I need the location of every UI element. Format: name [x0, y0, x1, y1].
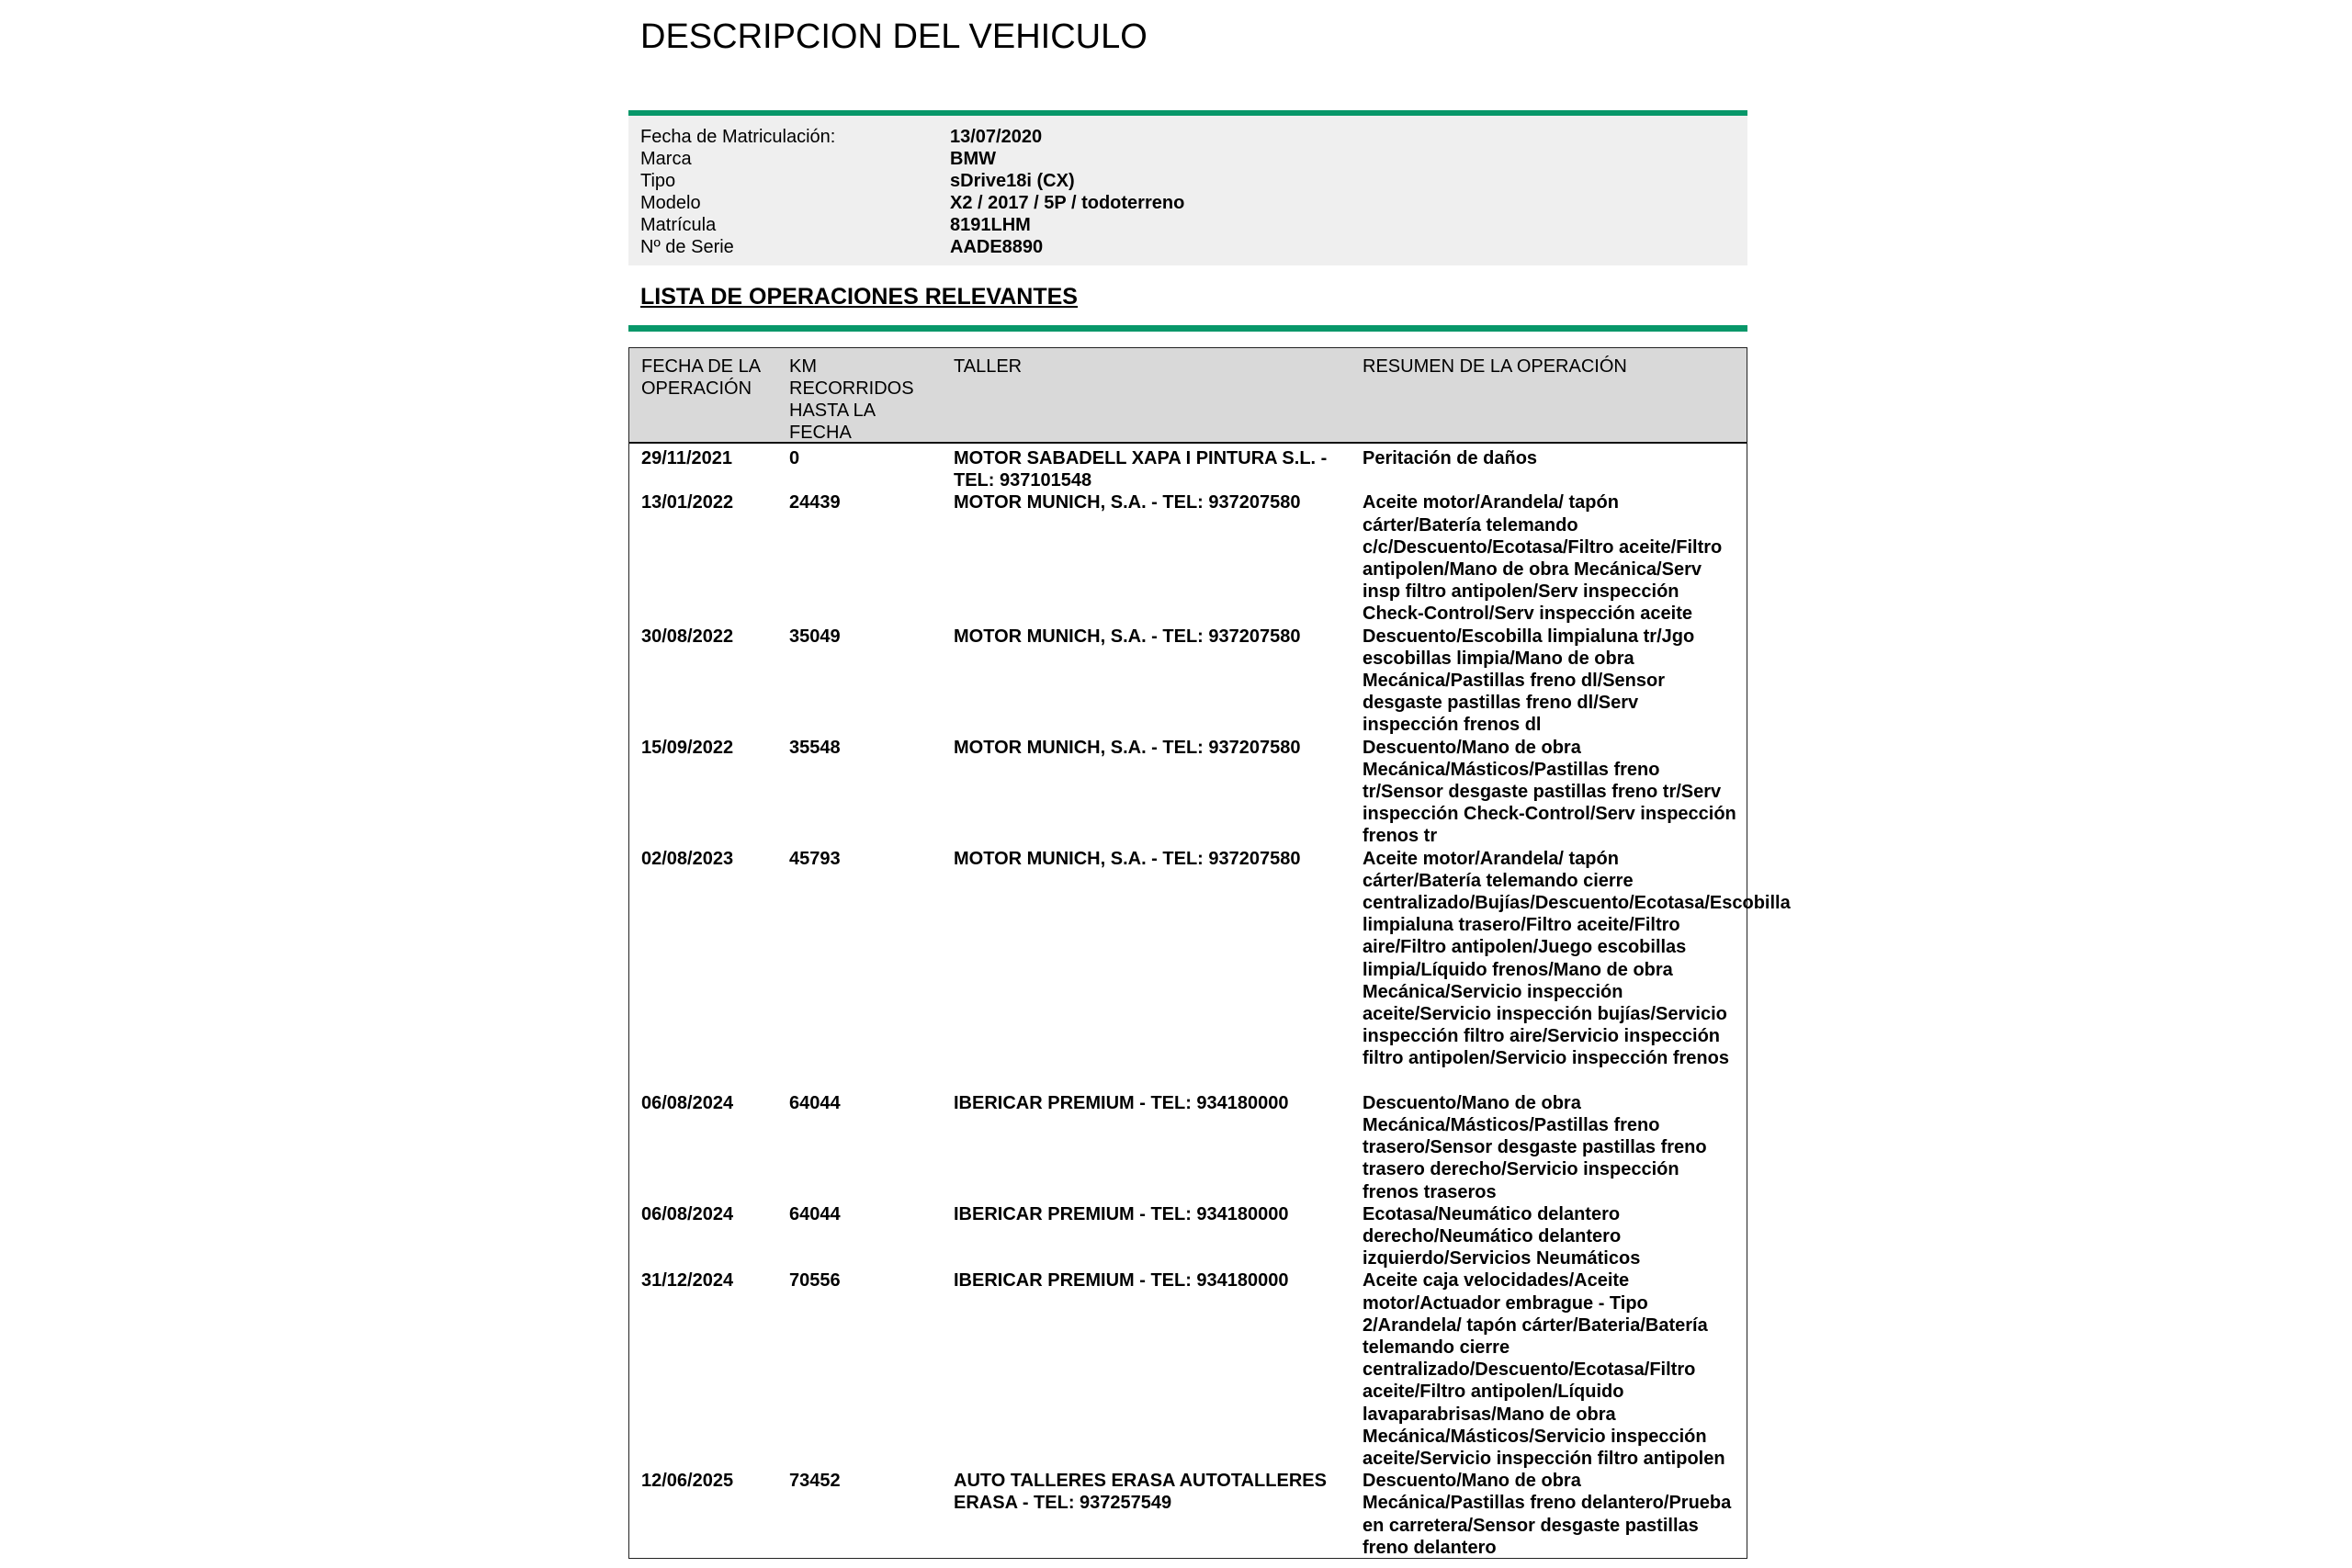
info-value: X2 / 2017 / 5P / todoterreno: [950, 193, 1185, 213]
header-fecha: FECHA DE LA OPERACIÓN: [641, 356, 760, 399]
info-label: Marca: [640, 149, 692, 169]
cell-resumen: Aceite motor/Arandela/ tapón cárter/Batería telemando c/c/Descuento/Ecotasa/Filtro aceite/Filtro antipolen/Mano de obra Mecánica/Serv insp filtro antipolen/Serv inspección Check-Control/Serv inspección aceite: [1363, 492, 1723, 625]
table-row: [629, 1470, 1747, 1559]
cell-resumen: Descuento/Mano de obra Mecánica/Másticos/Pastillas freno trasero/Sensor desgaste pastillas freno trasero derecho/Servicio inspección frenos traseros: [1363, 1092, 1707, 1202]
info-label: Matrícula: [640, 215, 717, 235]
cell-fecha: 30/08/2022: [641, 626, 734, 647]
info-value: 8191LHM: [950, 215, 1031, 235]
header-taller: TALLER: [954, 356, 1023, 377]
info-label: Fecha de Matriculación:: [640, 127, 836, 147]
table-row: [629, 848, 1791, 1092]
table-row: [629, 626, 1747, 737]
info-label: Tipo: [640, 171, 676, 191]
cell-fecha: 06/08/2024: [641, 1203, 734, 1224]
cell-taller: MOTOR MUNICH, S.A. - TEL: 937207580: [954, 737, 1301, 758]
cell-fecha: 02/08/2023: [641, 848, 734, 869]
header-resumen: RESUMEN DE LA OPERACIÓN: [1363, 356, 1627, 377]
cell-taller: MOTOR MUNICH, S.A. - TEL: 937207580: [954, 626, 1301, 647]
info-label: Nº de Serie: [640, 237, 734, 257]
cell-resumen: Aceite motor/Arandela/ tapón cárter/Batería telemando cierre centralizado/Bujías/Descuento/Ecotasa/Escobilla limpialuna trasero/Filtro aceite/Filtro aire/Filtro antipolen/Juego escobillas limpia/Líquido frenos/Mano de obra Mecánica/Servicio inspección aceite/Servicio inspección bujías/Servicio inspección filtro aire/Servicio inspección filtro antipolen/Servicio inspección frenos: [1363, 848, 1791, 1069]
cell-fecha: 06/08/2024: [641, 1092, 734, 1113]
operations-table: [628, 347, 1791, 1559]
table-row: [629, 447, 1747, 491]
vehicle-info-block: [628, 116, 1747, 265]
cell-km: 24439: [789, 492, 841, 513]
cell-taller: AUTO TALLERES ERASA AUTOTALLERES ERASA - TEL: 937257549: [954, 1471, 1327, 1514]
cell-resumen: Descuento/Mano de obra Mecánica/Pastillas freno delantero/Prueba en carretera/Sensor desgaste pastillas freno delantero: [1363, 1471, 1732, 1558]
table-row: [629, 491, 1747, 625]
cell-km: 70556: [789, 1270, 841, 1292]
info-value: 13/07/2020: [950, 127, 1043, 147]
header-km: KM RECORRIDOS HASTA LA FECHA: [789, 356, 914, 443]
table-row: [629, 1269, 1747, 1470]
section-title: LISTA DE OPERACIONES RELEVANTES: [640, 284, 1078, 310]
cell-resumen: Ecotasa/Neumático delantero derecho/Neumático delantero izquierdo/Servicios Neumáticos: [1363, 1203, 1641, 1269]
cell-resumen: Aceite caja velocidades/Aceite motor/Actuador embrague - Tipo 2/Arandela/ tapón cárter/Bateria/Batería telemando cierre centralizado/Descuento/Ecotasa/Filtro aceite/Filtro antipolen/Líquido lavaparabrisas/Mano de obra Mecánica/Másticos/Servicio inspección aceite/Servicio inspección filtro antipolen: [1363, 1270, 1725, 1469]
info-value: sDrive18i (CX): [950, 171, 1075, 191]
cell-taller: IBERICAR PREMIUM - TEL: 934180000: [954, 1092, 1289, 1113]
info-label: Modelo: [640, 193, 701, 213]
cell-fecha: 12/06/2025: [641, 1471, 734, 1492]
cell-km: 35049: [789, 626, 841, 647]
info-value: BMW: [950, 149, 996, 169]
table-body: [629, 447, 1791, 1559]
cell-taller: MOTOR MUNICH, S.A. - TEL: 937207580: [954, 492, 1301, 513]
cell-taller: MOTOR MUNICH, S.A. - TEL: 937207580: [954, 848, 1301, 869]
cell-km: 64044: [789, 1203, 841, 1224]
cell-fecha: 31/12/2024: [641, 1270, 734, 1292]
cell-km: 0: [789, 448, 800, 468]
cell-fecha: 13/01/2022: [641, 492, 734, 513]
cell-taller: IBERICAR PREMIUM - TEL: 934180000: [954, 1270, 1289, 1292]
table-row: [629, 1203, 1747, 1270]
cell-km: 45793: [789, 848, 841, 869]
table-row: [629, 737, 1747, 848]
cell-fecha: 29/11/2021: [641, 448, 732, 468]
cell-taller: IBERICAR PREMIUM - TEL: 934180000: [954, 1203, 1289, 1224]
cell-resumen: Peritación de daños: [1363, 448, 1538, 468]
page-title: DESCRIPCION DEL VEHICULO: [640, 17, 1148, 56]
cell-fecha: 15/09/2022: [641, 737, 734, 758]
cell-resumen: Descuento/Mano de obra Mecánica/Másticos/Pastillas freno tr/Sensor desgaste pastillas freno tr/Serv inspección Check-Control/Serv inspección frenos tr: [1363, 737, 1736, 847]
cell-km: 35548: [789, 737, 841, 758]
cell-taller: MOTOR SABADELL XAPA I PINTURA S.L. - TEL: 937101548: [954, 448, 1328, 491]
section-divider: [628, 325, 1747, 332]
cell-km: 64044: [789, 1092, 841, 1113]
cell-resumen: Descuento/Escobilla limpialuna tr/Jgo escobillas limpia/Mano de obra Mecánica/Pastillas freno dl/Sensor desgaste pastillas freno dl/Serv inspección frenos dl: [1363, 626, 1695, 736]
table-header: [629, 348, 1747, 444]
cell-km: 73452: [789, 1471, 841, 1492]
table-row: [629, 1092, 1747, 1203]
info-value: AADE8890: [950, 237, 1044, 257]
